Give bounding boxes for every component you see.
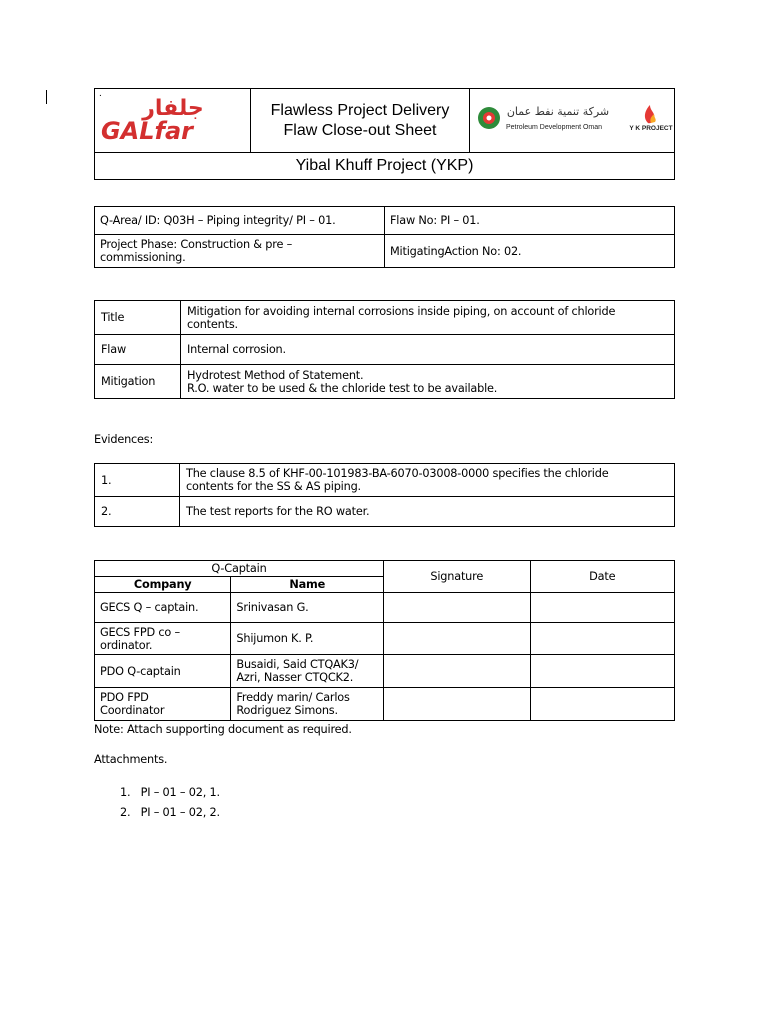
mitigating-action-cell: MitigatingAction No: 02. [384,235,674,268]
company-line2: ordinator. [100,638,153,652]
company-line2: Coordinator [100,704,165,717]
attachments-label: Attachments. [94,753,168,766]
project-phase-line2: commissioning. [100,251,186,264]
ykp-flame-icon [645,105,656,123]
note-text: Note: Attach supporting document as required. [94,723,352,736]
company-cell [95,623,231,655]
date-cell[interactable] [530,655,675,688]
project-name: Yibal Khuff Project (YKP) [95,153,675,180]
table-row [95,464,675,497]
company-line1: PDO FPD [100,691,149,704]
attachment-text[interactable]: PI – 01 – 02, 2. [140,806,220,819]
company-cell: GECS Q – captain. [95,593,231,623]
pdo-logo-arabic: شركة تنمية نفط عمان [506,105,610,118]
galfar-logo [95,89,250,147]
pdo-logo-latin: Petroleum Development Oman [505,124,603,131]
signature-cell[interactable] [383,593,530,623]
header-table [94,88,675,180]
attachment-num: 1. [120,786,131,799]
header-title-line1: Flawless Project Delivery [270,101,450,119]
evidence-text-line2: contents for the SS & AS piping. [186,480,361,493]
signature-cell[interactable] [383,688,530,721]
table-row [95,623,675,655]
attachments-list [100,783,220,823]
mitigation-label: Mitigation [95,365,181,399]
table-row [95,688,675,721]
project-phase-cell [95,235,385,268]
date-cell[interactable] [530,623,675,655]
name-line2: Rodriguez Simons. [236,704,338,717]
title-label: Title [95,301,181,335]
flaw-no-cell: Flaw No: PI – 01. [384,207,674,235]
q-area-cell: Q-Area/ ID: Q03H – Piping integrity/ PI – 01. [95,207,385,235]
company-cell [95,688,231,721]
header-title-line2: Flaw Close-out Sheet [283,121,437,139]
galfar-logo-latin: GALfar [100,117,194,145]
evidence-text: The test reports for the RO water. [180,497,675,527]
date-cell[interactable] [530,688,675,721]
title-value-line2: contents. [187,317,238,331]
evidence-num: 1. [95,464,180,497]
name-cell [231,688,384,721]
signature-header: Signature [383,561,530,593]
flaw-value: Internal corrosion. [181,335,675,365]
name-line2: Azri, Nasser CTQCK2. [236,671,354,684]
project-phase-line1: Project Phase: Construction & pre – [100,238,293,251]
galfar-logo-arabic: جلفار [142,96,204,121]
meta-table [94,206,675,268]
company-line1: GECS FPD co – [100,625,180,639]
pdo-emblem-icon [478,107,500,129]
details-table [94,300,675,399]
header-title-cell [251,89,470,153]
evidence-text-line1: The clause 8.5 of KHF-00-101983-BA-6070-03008-0000 specifies the chloride [186,467,609,480]
flaw-label: Flaw [95,335,181,365]
evidences-label: Evidences: [94,433,154,446]
name-cell: Srinivasan G. [231,593,384,623]
q-captain-header: Q-Captain [95,561,384,577]
text-cursor [46,90,47,104]
list-item [120,783,220,803]
attachment-num: 2. [120,806,131,819]
date-header: Date [530,561,675,593]
company-cell: PDO Q-captain [95,655,231,688]
partner-logos [470,89,674,147]
partner-logos-cell [470,89,675,153]
mitigation-line1: Hydrotest Method of Statement. [187,368,364,382]
galfar-logo-cell [95,89,251,153]
date-cell[interactable] [530,593,675,623]
evidence-text [180,464,675,497]
evidences-table [94,463,675,527]
table-row [95,497,675,527]
ykp-logo-text: Y K PROJECT [629,125,673,132]
signature-cell[interactable] [383,623,530,655]
signature-cell[interactable] [383,655,530,688]
list-item [120,803,220,823]
mitigation-value [181,365,675,399]
table-row [95,593,675,623]
name-line1: Freddy marin/ Carlos [236,691,350,704]
name-cell: Shijumon K. P. [231,623,384,655]
mitigation-line2: R.O. water to be used & the chloride test to be available. [187,381,498,395]
attachment-text[interactable]: PI – 01 – 02, 1. [140,786,220,799]
name-cell [231,655,384,688]
name-line1: Busaidi, Said CTQAK3/ [236,658,359,671]
title-value [181,301,675,335]
title-value-line1: Mitigation for avoiding internal corrosions inside piping, on account of chloride [187,304,616,318]
evidence-num: 2. [95,497,180,527]
table-row [95,655,675,688]
q-captain-table [94,560,675,721]
company-header: Company [95,577,231,593]
name-header: Name [231,577,384,593]
header-dot: . [99,88,102,99]
